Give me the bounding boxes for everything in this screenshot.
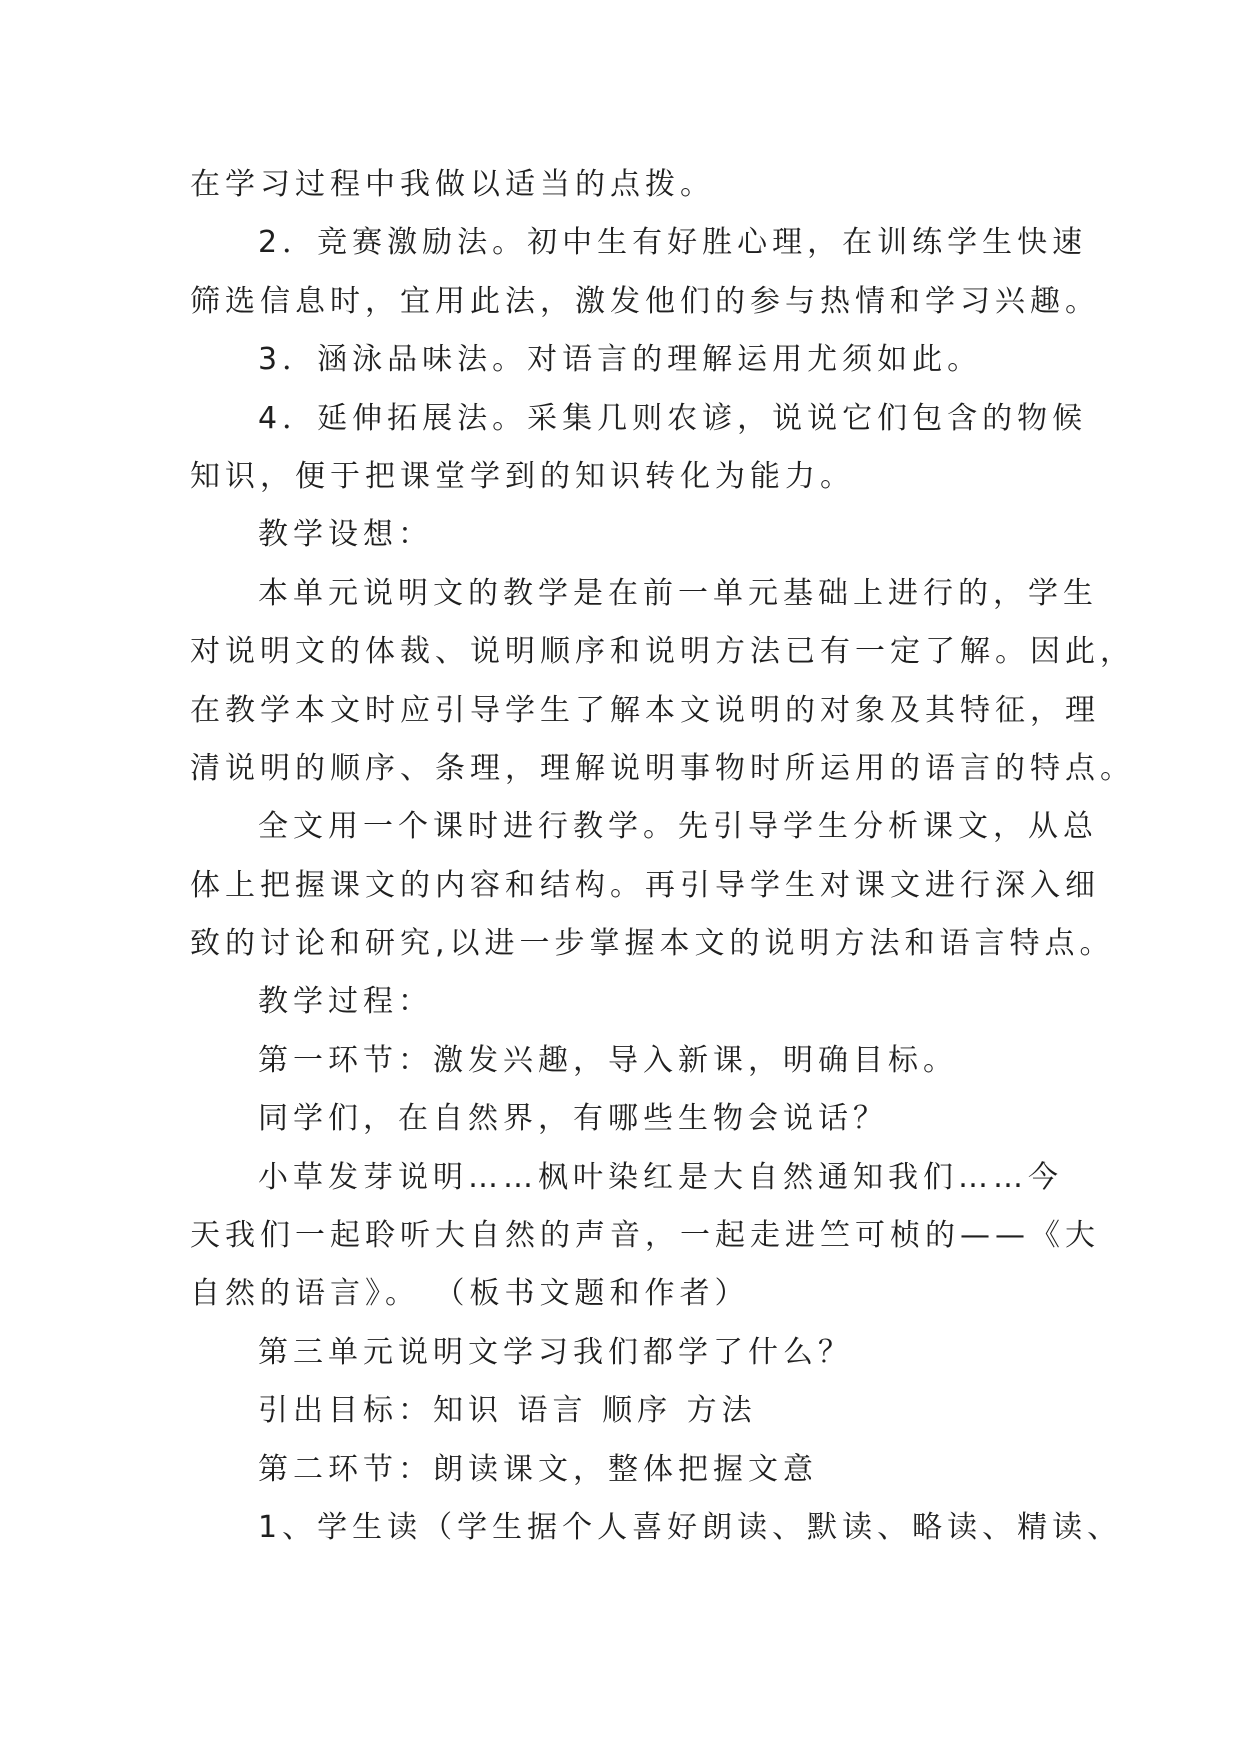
text-line: 1、学生读（学生据个人喜好朗读、默读、略读、精读、 (258, 1509, 1123, 1545)
text-line: 天我们一起聆听大自然的声音，一起走进竺可桢的——《大 (190, 1218, 1100, 1254)
text-line: 4．延伸拓展法。采集几则农谚，说说它们包含的物候 (258, 400, 1088, 436)
text-line: 第一环节：激发兴趣，导入新课，明确目标。 (258, 1042, 958, 1078)
text-line: 同学们，在自然界，有哪些生物会说话？ (258, 1101, 888, 1137)
text-line: 小草发芽说明……枫叶染红是大自然通知我们……今 (258, 1159, 1063, 1195)
text-line: 本单元说明文的教学是在前一单元基础上进行的，学生 (258, 575, 1098, 611)
text-line: 在学习过程中我做以适当的点拨。 (190, 167, 715, 202)
text-line: 对说明文的体裁、说明顺序和说明方法已有一定了解。因此， (190, 634, 1135, 670)
text-line: 体上把握课文的内容和结构。再引导学生对课文进行深入细 (190, 867, 1100, 903)
text-line: 第二环节：朗读课文，整体把握文意 (258, 1451, 818, 1487)
text-line: 在教学本文时应引导学生了解本文说明的对象及其特征，理 (190, 692, 1100, 728)
text-line: 3．涵泳品味法。对语言的理解运用尤须如此。 (258, 342, 983, 378)
text-line: 自然的语言》。 （板书文题和作者） (190, 1276, 750, 1312)
text-line: 2．竞赛激励法。初中生有好胜心理，在训练学生快速 (258, 225, 1088, 261)
document-body (190, 156, 1135, 1557)
text-line: 第三单元说明文学习我们都学了什么？ (258, 1334, 853, 1370)
text-line: 知识，便于把课堂学到的知识转化为能力。 (190, 458, 855, 494)
section-heading: 教学设想： (258, 517, 433, 553)
text-line: 筛选信息时，宜用此法，激发他们的参与热情和学习兴趣。 (190, 283, 1100, 319)
text-line: 引出目标：知识 语言 顺序 方法 (258, 1393, 757, 1429)
section-heading: 教学过程： (258, 984, 433, 1020)
text-line: 全文用一个课时进行教学。先引导学生分析课文，从总 (258, 809, 1098, 845)
text-line: 清说明的顺序、条理，理解说明事物时所运用的语言的特点。 (190, 750, 1135, 786)
text-line: 致的讨论和研究,以进一步掌握本文的说明方法和语言特点。 (190, 926, 1115, 962)
